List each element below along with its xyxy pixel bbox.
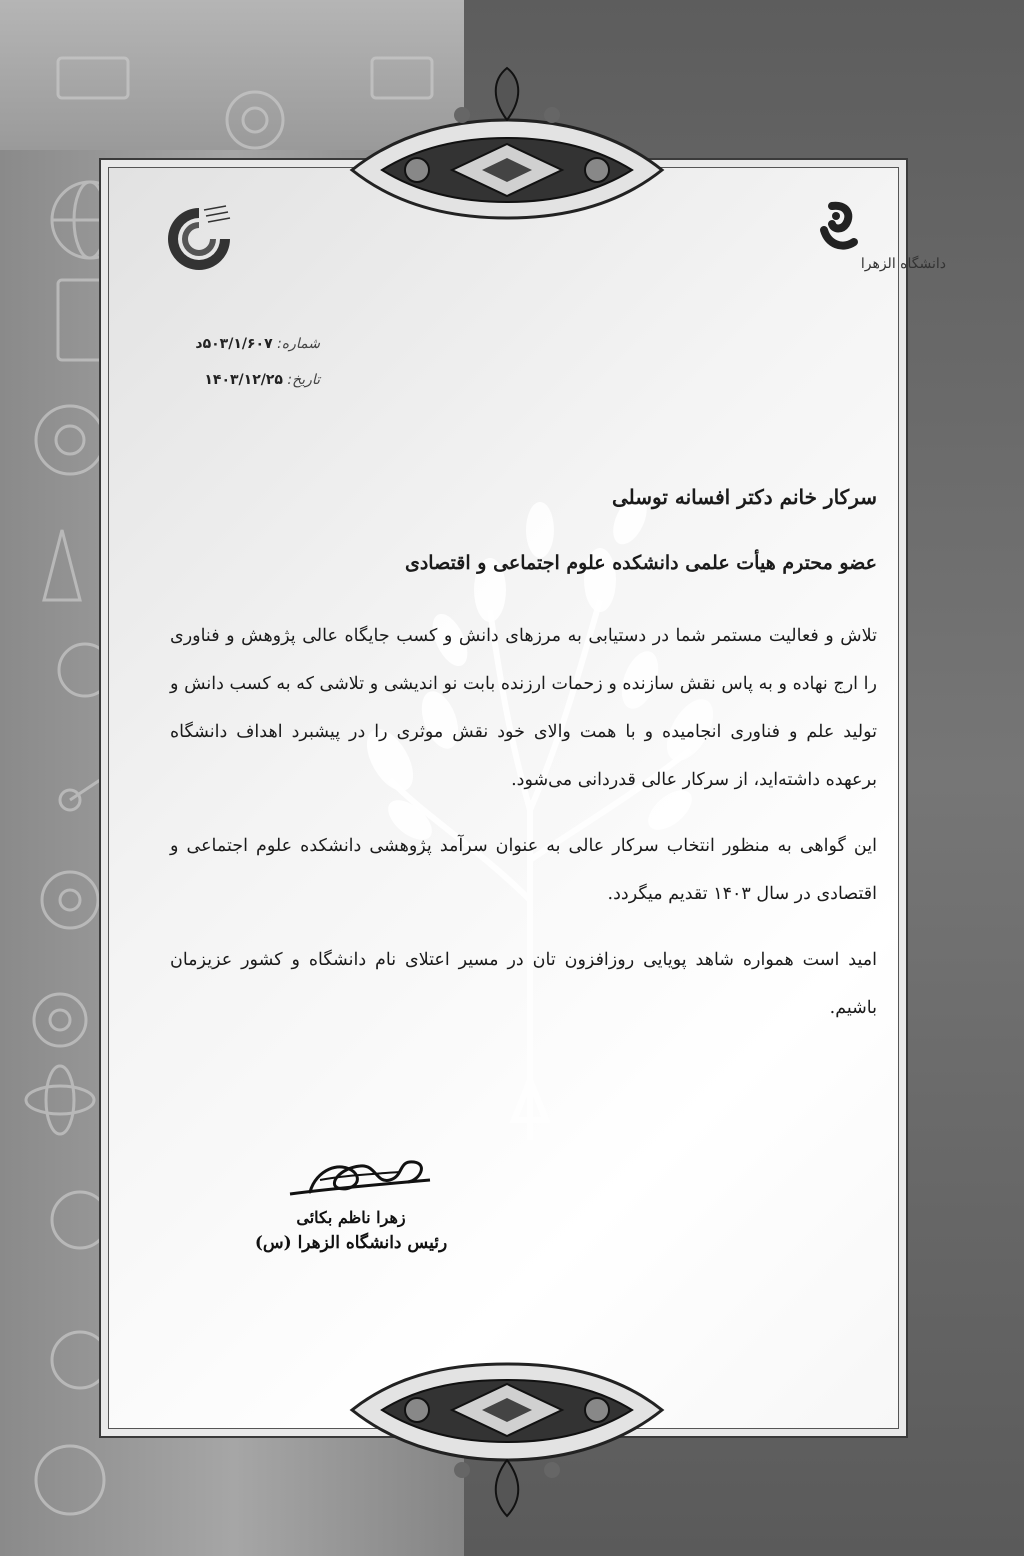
- letter-number-row: [160, 336, 320, 352]
- paragraph-closing: امید است همواره شاهد پویایی روزافزون تان در مسیر اعتلای نام دانشگاه و کشور عزیزمان باشیم.: [170, 950, 877, 1018]
- target-icon: [36, 406, 104, 474]
- atom-icon: [26, 1086, 94, 1114]
- top-ornament: [342, 60, 672, 220]
- letter-number-value: ۵۰۳/۱/۶۰۷د: [195, 336, 273, 352]
- research-logo-icon: [160, 200, 238, 278]
- letter-date-label: تاریخ:: [287, 372, 320, 388]
- signatory-block: [236, 1206, 466, 1256]
- signatory-name: زهرا ناظم بکائی: [296, 1208, 406, 1227]
- university-logo: [806, 200, 952, 290]
- paragraph-appreciation: تلاش و فعالیت مستمر شما در دستیابی به مرزهای دانش و کسب جایگاه عالی پژوهش و فناوری را ارج نهاده و به پاس نقش سازنده و زحمات ارزنده بابت نو اندیشی و تلاشی که به کسب دانش و تولید علم و فناوری انجامیده و با همت والای خود نقش موثری را در پیشبرد اهداف دانشگاه برعهده داشته‌اید، از سرکار عالی قدردانی می‌شود.: [170, 626, 877, 790]
- signatory-title: رئیس دانشگاه الزهرا (س): [254, 1233, 448, 1253]
- signature-graphic: [280, 1150, 440, 1210]
- letter-date-row: [160, 372, 320, 388]
- recipient-name: سرکار خانم دکتر افسانه توسلی: [611, 485, 877, 509]
- gear-icon: [227, 92, 283, 148]
- university-name: دانشگاه الزهرا: [860, 256, 946, 272]
- paragraph-certificate: این گواهی به منظور انتخاب سرکار عالی به عنوان سرآمد پژوهشی دانشکده علوم اجتماعی و اقتصادی در سال ۱۴۰۳ تقدیم میگردد.: [170, 836, 877, 904]
- pen-icon: [44, 530, 80, 600]
- recipient-position: عضو محترم هیأت علمی دانشکده علوم اجتماعی و اقتصادی: [404, 552, 877, 574]
- tech-icon: [58, 58, 128, 98]
- gear-icon: [42, 872, 98, 928]
- bottom-ornament: [342, 1360, 672, 1520]
- gear-icon: [34, 994, 86, 1046]
- alzahra-emblem-icon: [806, 200, 946, 260]
- letter-date-value: ۱۴۰۳/۱۲/۲۵: [204, 372, 283, 388]
- globe-icon: [36, 1446, 104, 1514]
- letter-body: [170, 482, 877, 1032]
- letter-number-label: شماره:: [277, 336, 320, 352]
